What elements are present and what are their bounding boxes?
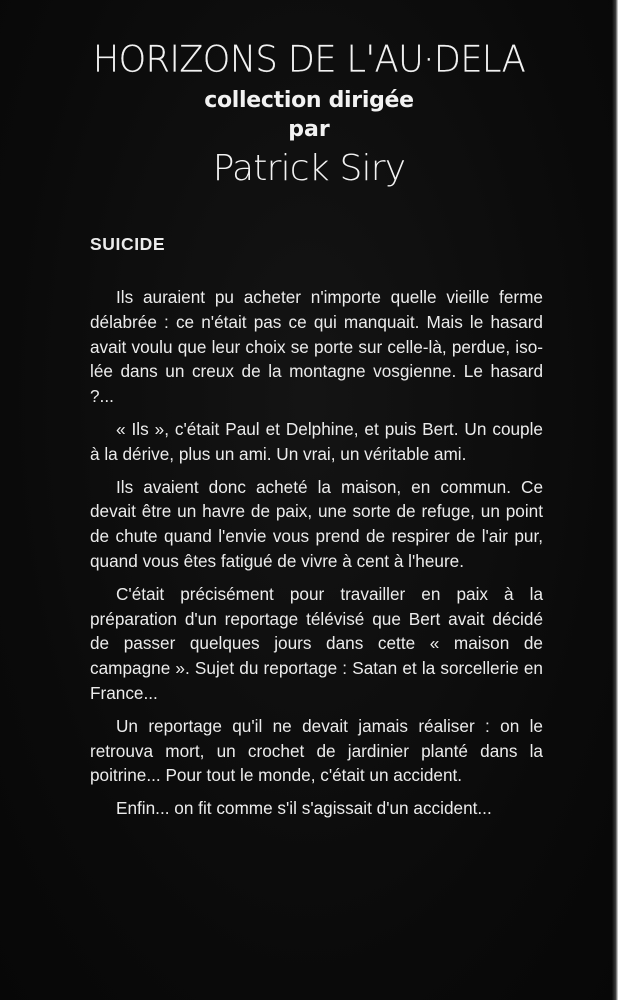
series-title: HORIZONS DE L'AU·DELA <box>92 39 526 81</box>
collection-label: collection dirigée <box>204 88 414 113</box>
par-label: par <box>288 117 330 142</box>
series-director-name: Patrick Siry <box>212 148 406 189</box>
blurb-paragraph-4: C'était précisément pour travailler en paix à la préparation d'un reportage télévisé que Bert avait décidé de passer quelques jours dans cette « maison de campagne ». Sujet du reportage : Satan et la sorcellerie en France... <box>90 583 543 703</box>
blurb-text <box>90 232 543 829</box>
blurb-paragraph-6: Enfin... on fit comme s'il s'agissait d'un accident... <box>116 798 492 819</box>
series-header <box>0 40 618 192</box>
blurb-paragraph-2: « Ils », c'était Paul et Delphine, et puis Bert. Un couple à la dérive, plus un ami. Un vrai, un véritable ami. <box>90 418 543 464</box>
blurb-paragraph-3: Ils avaient donc acheté la maison, en commun. Ce devait être un havre de paix, une sorte de refuge, un point de chute quand l'envie vous prend de respirer de l'air pur, quand vous êtes fatigué de vivre à cent à l'heure. <box>90 476 543 571</box>
blurb-paragraph-5: Un reportage qu'il ne devait jamais réaliser : on le retrouva mort, un crochet de jardinier planté dans la poitrine... Pour tout le monde, c'était un accident. <box>90 715 543 786</box>
book-title: SUICIDE <box>90 234 166 254</box>
blurb-paragraph-1: Ils auraient pu acheter n'importe quelle vieille ferme délabrée : ce n'était pas ce qui manquait. Mais le hasard avait voulu que leur choix se porte sur celle-là, perdue, isolée dans un creux de la montagne vosgienne. Le hasard ?... <box>90 287 543 407</box>
